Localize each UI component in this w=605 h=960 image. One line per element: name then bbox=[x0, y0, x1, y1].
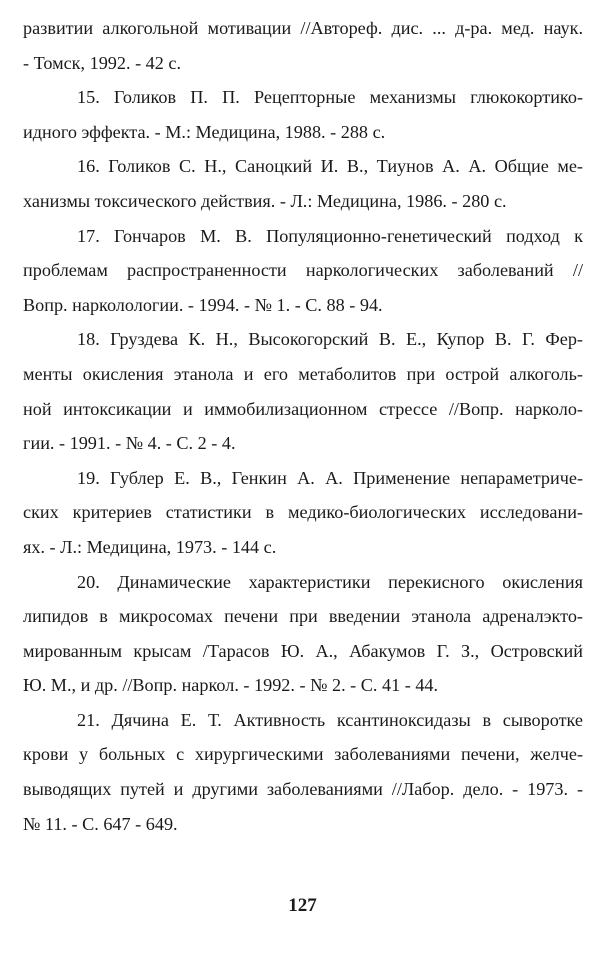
reference-line: выводящих путей и другими заболеваниями //Лабор. дело. - 1973. - bbox=[23, 779, 583, 800]
reference-line: крови у больных с хирургическими заболеваниями печени, желче- bbox=[23, 744, 583, 765]
reference-line: ях. - Л.: Медицина, 1973. - 144 с. bbox=[23, 536, 277, 557]
reference-line: Ю. М., и др. //Вопр. наркол. - 1992. - № 2. - С. 41 - 44. bbox=[23, 675, 439, 696]
reference-line: - Томск, 1992. - 42 с. bbox=[23, 52, 182, 73]
reference-entry-start: 18. Груздева К. Н., Высокогорский В. Е., Купор В. Г. Фер- bbox=[77, 329, 583, 350]
reference-line: менты окисления этанола и его метаболитов при острой алкоголь- bbox=[23, 363, 583, 384]
reference-line: гии. - 1991. - № 4. - С. 2 - 4. bbox=[23, 433, 236, 454]
reference-line: липидов в микросомах печени при введении этанола адреналэкто- bbox=[23, 606, 583, 627]
reference-list bbox=[23, 11, 583, 841]
reference-line: проблемам распространенности наркологических заболеваний // bbox=[23, 260, 583, 281]
reference-entry-start: 15. Голиков П. П. Рецепторные механизмы глюкокортико- bbox=[77, 87, 583, 108]
page-number: 127 bbox=[288, 895, 317, 916]
reference-line: мированным крысам /Тарасов Ю. А., Абакумов Г. З., Островский bbox=[23, 640, 583, 661]
reference-entry-start: 16. Голиков С. Н., Саноцкий И. В., Тиунов А. А. Общие ме- bbox=[77, 156, 583, 177]
reference-entry-start: 19. Гублер Е. В., Генкин А. А. Применение непараметриче- bbox=[77, 467, 583, 488]
reference-entry-start: 17. Гончаров М. В. Популяционно-генетический подход к bbox=[77, 225, 583, 246]
reference-line: ских критериев статистики в медико-биологических исследовани- bbox=[23, 502, 583, 523]
reference-line: № 11. - С. 647 - 649. bbox=[23, 813, 178, 834]
reference-entry-start: 20. Динамические характеристики перекисного окисления bbox=[77, 571, 583, 592]
reference-line: Вопр. нарколологии. - 1994. - № 1. - С. 88 - 94. bbox=[23, 294, 383, 315]
reference-line: ханизмы токсического действия. - Л.: Медицина, 1986. - 280 с. bbox=[23, 190, 507, 211]
reference-line: ной интоксикации и иммобилизационном стрессе //Вопр. нарколо- bbox=[23, 398, 583, 419]
reference-entry-start: 21. Дячина Е. Т. Активность ксантиноксидазы в сыворотке bbox=[77, 709, 583, 730]
reference-line: идного эффекта. - М.: Медицина, 1988. - 288 с. bbox=[23, 121, 386, 142]
page-body bbox=[23, 11, 583, 841]
reference-line: развитии алкогольной мотивации //Автореф. дис. ... д-ра. мед. наук. bbox=[23, 18, 583, 38]
